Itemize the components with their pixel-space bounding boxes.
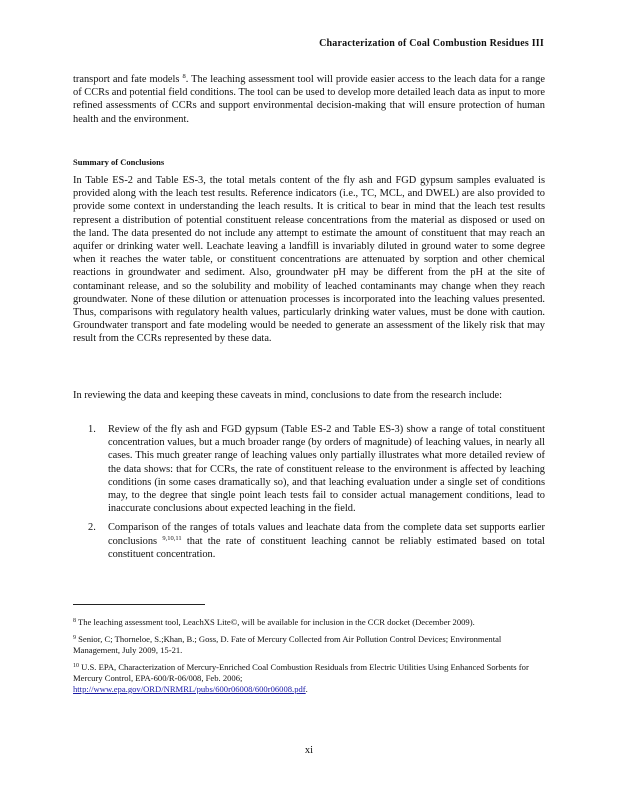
reviewing-paragraph: In reviewing the data and keeping these caveats in mind, conclusions to date from the research include: (73, 390, 503, 401)
footnote-text: The leaching assessment tool, LeachXS Lite©, will be available for inclusion in the CCR docket (December 2009). (78, 617, 475, 627)
footnote-mark: 9 (73, 635, 76, 641)
footnote-text: Senior, C; Thorneloe, S.;Khan, B.; Goss, D. Fate of Mercury Collected from Air Pollution Control Devices; Environmental Management, July 2009, 15-21. (73, 634, 502, 655)
footnote-link[interactable]: http://www.epa.gov/ORD/NRMRL/pubs/600r06008/600r06008.pdf (73, 684, 306, 694)
conclusion-item-1 (88, 423, 545, 515)
running-header: Characterization of Coal Combustion Residues III (319, 38, 544, 49)
conclusion-text-a: Comparison of the ranges of totals values and leachate data from the complete data set supports earlier conclusions (108, 522, 545, 547)
footnote-refs-9-10-11[interactable]: 9,10,11 (162, 534, 182, 542)
footnote-mark: 10 (73, 663, 79, 669)
section-heading: Summary of Conclusions (73, 157, 165, 167)
footnotes (73, 617, 545, 701)
conclusion-text-b: that the rate of constituent leaching cannot be reliably estimated based on total constituent concentration. (108, 535, 545, 560)
conclusion-text: Review of the fly ash and FGD gypsum (Table ES-2 and Table ES-3) show a range of total constituent concentration values, but a much broader range (by orders of magnitude) of leaching values, in nearly all cases. This much greater range of leaching values only partially illustrates what more detailed review of the data shows: that for CCRs, the rate of constituent release to the environment is affected by leaching conditions (in some cases dramatically so), and that leaching evaluation under a single set of conditions may, to the degree that single point leach tests fail to consider actual management conditions, lead to inaccurate conclusions about expected leaching in the field. (108, 424, 545, 515)
list-number: 1. (88, 424, 96, 435)
intro-text-a: transport and fate models (73, 74, 180, 85)
footnote-ref-8[interactable]: 8 (182, 73, 186, 80)
conclusion-item-2 (88, 521, 545, 561)
intro-paragraph (73, 73, 545, 126)
footnote-9 (73, 634, 545, 656)
footnote-divider (73, 604, 205, 605)
list-number: 2. (88, 522, 96, 534)
intro-text-b: . The leaching assessment tool will provide easier access to the leach data for a range of CCRs and potential field conditions. The tool can be used to develop more detailed leach data as input to more refined assessments of CCRs and support environmental decision-making that will ensure protection of human health and the environment. (73, 74, 545, 125)
summary-paragraph: In Table ES-2 and Table ES-3, the total metals content of the fly ash and FGD gypsum samples evaluated is provided along with the leach test results. Reference indicators (i.e., TC, MCL, and DWEL) are also provided to provide some context in understanding the leach results. It is critical to bear in mind that the leach test results represent a distribution of potential constituent release concentrations from the material as disposed or used on the land. The data presented do not include any attempt to estimate the amount of constituent that may reach an aquifer or drinking water well. Leachate leaving a landfill is invariably diluted in ground water to some degree when it reaches the water table, or constituent concentrations are attenuated by sorption and other chemical reactions in groundwater and sediment. Also, groundwater pH may be different from the pH at the site of contaminant release, and so the solubility and mobility of leached contaminants may change when they reach groundwater. None of these dilution or attenuation processes is incorporated into the leaching values presented. Thus, comparisons with regulatory health values, particularly drinking water values, must be done with caution. Groundwater transport and fate modeling would be needed to generate an assessment of the likely risk that may result from the CCRs represented by these data. (73, 175, 545, 345)
footnote-mark: 8 (73, 618, 76, 624)
footnote-10 (73, 662, 545, 695)
footnote-link-trailing: . (305, 684, 308, 694)
conclusions-list (88, 423, 545, 567)
footnote-text: U.S. EPA, Characterization of Mercury-Enriched Coal Combustion Residuals from Electric Utilities Using Enhanced Sorbents for Mercury Control, EPA-600/R-06/008, Feb. 2006; (73, 662, 529, 683)
page-number: xi (304, 745, 314, 756)
footnote-8 (73, 617, 545, 628)
